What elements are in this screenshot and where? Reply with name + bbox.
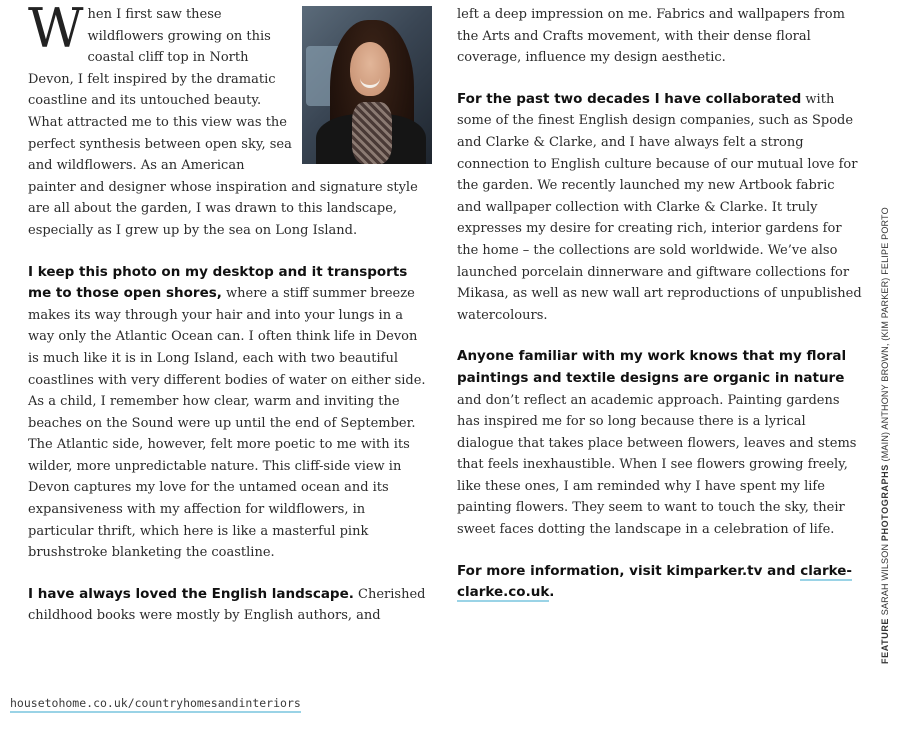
credit-photos-label: PHOTOGRAPHS (880, 464, 890, 542)
lead-in: I have always loved the English landscape. (28, 585, 354, 602)
credit-photos-names: (MAIN) ANTHONY BROWN, (KIM PARKER) FELIPE PORTO (880, 207, 890, 465)
photo-scarf (352, 102, 392, 164)
credit-feature-label: FEATURE (880, 617, 890, 664)
paragraph-text: and don’t reflect an academic approach. Painting gardens has inspired me for so long because there is a lyrical dialogue that takes place between flowers, leaves and stems that feels inexhaustible. When I see flowers growing freely, like these ones, I am reminded why I have spent my life painting flowers. They seem to want to touch the sky, their sweet faces dotting the landscape in a celebration of life. (457, 392, 857, 538)
footer-url-link[interactable]: housetohome.co.uk/countryhomesandinteriors (10, 696, 301, 713)
paragraph-text: with some of the finest English design companies, such as Spode and Clarke & Clarke, and I have always felt a strong connection to English culture because of our mutual love for the garden. We recently launched my new Artbook fabric and wallpaper collection with Clarke & Clarke. It truly expresses my desire for creating rich, interior gardens for the home – the collections are sold worldwide. We’ve also launched porcelain dinnerware and giftware collections for Mikasa, as well as new wall art reproductions of unpublished watercolours. (457, 91, 862, 323)
portrait-photo (302, 6, 432, 164)
credit-feature-name: SARAH WILSON (880, 541, 890, 618)
left-column (28, 0, 432, 647)
paragraph-text: left a deep impression on me. Fabrics and wallpapers from the Arts and Crafts movement, with their dense floral coverage, influence my design aesthetic. (457, 7, 845, 66)
paragraph-continued (457, 4, 863, 69)
paragraph-organic-work (457, 346, 863, 540)
photo-credit (880, 207, 890, 664)
paragraph-desktop-photo (28, 262, 432, 564)
lead-in: I keep this photo on my desktop and it transports me to those open shores, (28, 263, 408, 302)
right-column (457, 4, 863, 624)
paragraph-english-landscape (28, 584, 432, 627)
paragraph-text: hen I first saw these wildflowers growing on this coastal cliff top in North Devon, I felt inspired by the dramatic coastline and its untouched beauty. What attracted me to this view was the perfect synthesis between open sky, sea and wildflowers. As an American painter and designer whose inspiration and signature style are all about the garden, I was drawn to this landscape, especially as I grew up by the sea on Long Island. (28, 7, 418, 238)
lead-in: For the past two decades I have collaborated (457, 90, 802, 107)
paragraph-text: where a stiff summer breeze makes its way through your hair and into your lungs in a way only the Atlantic Ocean can. I often think life in Devon is much like it is in Long Island, each with two beautiful coastlines with very different bodies of water on either side. As a child, I remember how clear, warm and inviting the beaches on the Sound were up until the end of September. The Atlantic side, however, felt more poetic to me with its wilder, more unpredictable nature. This cliff-side view in Devon captures my love for the untamed ocean and its expansiveness with my affection for wildflowers, in particular thrift, which here is like a masterful pink brushstroke blanketing the coastline. (28, 286, 426, 561)
clarke-clarke-link[interactable]: clarke-clarke.co.uk (457, 562, 852, 601)
more-info (457, 561, 863, 604)
paragraph-text: Cherished childhood books were mostly by English authors, and (28, 586, 426, 624)
lead-in: Anyone familiar with my work knows that my floral paintings and textile designs are organic in nature (457, 348, 847, 386)
more-info-suffix: . (549, 584, 555, 601)
paragraph-collaborations (457, 89, 863, 327)
more-info-prefix: For more information, visit kimparker.tv and (457, 562, 801, 579)
drop-cap: W (28, 0, 84, 60)
